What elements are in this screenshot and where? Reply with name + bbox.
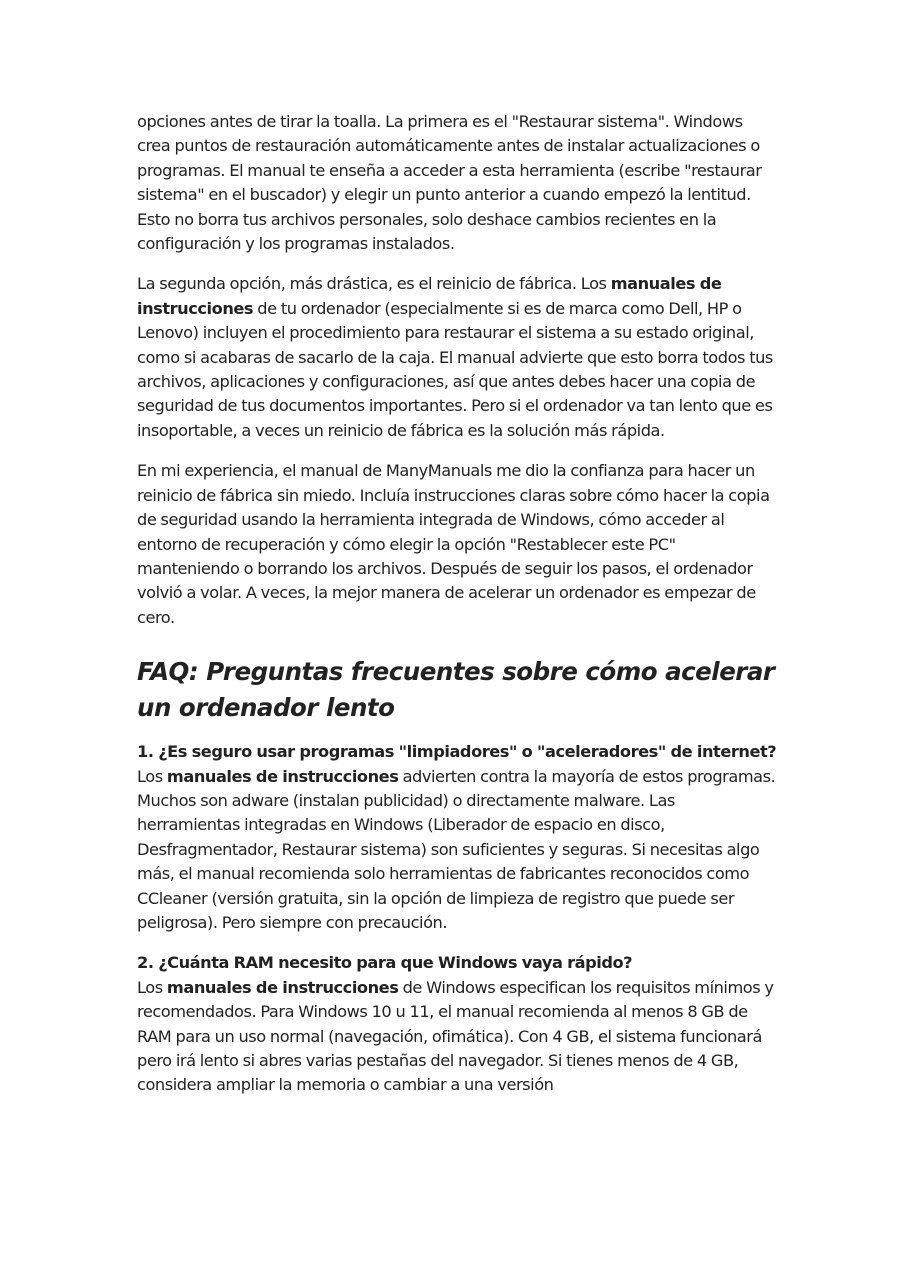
faq-question: 1. ¿Es seguro usar programas "limpiadores" o "aceleradores" de internet? — [137, 742, 777, 762]
paragraph-experience: En mi experiencia, el manual de ManyManuals me dio la confianza para hacer un reinicio de fábrica sin miedo. Incluía instrucciones claras sobre cómo hacer la copia de seguridad usando la herramienta integrada de Windows, cómo acceder al entorno de recuperación y cómo elegir la opción "Restablecer este PC" manteniendo o borrando los archivos. Después de seguir los pasos, el ordenador volvió a volar. A veces, la mejor manera de acelerar un ordenador es empezar de cero. — [137, 461, 770, 627]
paragraph-restore-system: opciones antes de tirar la toalla. La primera es el "Restaurar sistema". Windows crea puntos de restauración automáticamente antes de instalar actualizaciones o programas. El manual te enseña a acceder a esta herramienta (escribe "restaurar sistema" en el buscador) y elegir un punto anterior a cuando empezó la lentitud. Esto no borra tus archivos personales, solo deshace cambios recientes en la configuración y los programas instalados. — [137, 112, 762, 254]
document-page — [137, 110, 777, 1114]
faq-answer-text: Los — [137, 977, 167, 997]
faq-heading: FAQ: Preguntas frecuentes sobre cómo acelerar un ordenador lento — [137, 657, 775, 723]
bold-phrase: manuales de instrucciones — [166, 977, 399, 997]
paragraph-text: La segunda opción, más drástica, es el reinicio de fábrica. Los — [137, 274, 611, 294]
bold-phrase: manuales de instrucciones — [137, 274, 722, 318]
faq-item-2 — [137, 951, 777, 1097]
faq-answer-text: Los — [137, 766, 167, 786]
bold-phrase: manuales de instrucciones — [166, 766, 399, 786]
paragraph-text: de tu ordenador (especialmente si es de marca como Dell, HP o Lenovo) incluyen el procedimiento para restaurar el sistema a su estado original, como si acabaras de sacarlo de la caja. El manual advierte que esto borra todos tus archivos, aplicaciones y configuraciones, así que antes debes hacer una copia de seguridad de tus documentos importantes. Pero si el ordenador va tan lento que es insoportable, a veces un reinicio de fábrica es la solución más rápida. — [137, 298, 773, 440]
faq-answer-text: de Windows especifican los requisitos mínimos y recomendados. Para Windows 10 u 11, el manual recomienda al menos 8 GB de RAM para un uso normal (navegación, ofimática). Con 4 GB, el sistema funcionará pero irá lento si abres varias pestañas del navegador. Si tienes menos de 4 GB, considera ampliar la memoria o cambiar a una versión — [137, 977, 774, 1095]
paragraph-factory-reset — [137, 272, 777, 443]
faq-answer-text: advierten contra la mayoría de estos programas. Muchos son adware (instalan publicidad) o directamente malware. Las herramientas integradas en Windows (Liberador de espacio en disco, Desfragmentador, Restaurar sistema) son suficientes y seguras. Si necesitas algo más, el manual recomienda solo herramientas de fabricantes reconocidos como CCleaner (versión gratuita, sin la opción de limpieza de registro que puede ser peligrosa). Pero siempre con precaución. — [137, 766, 776, 932]
faq-question: 2. ¿Cuánta RAM necesito para que Windows vaya rápido? — [137, 953, 633, 973]
faq-item-1 — [137, 740, 777, 935]
